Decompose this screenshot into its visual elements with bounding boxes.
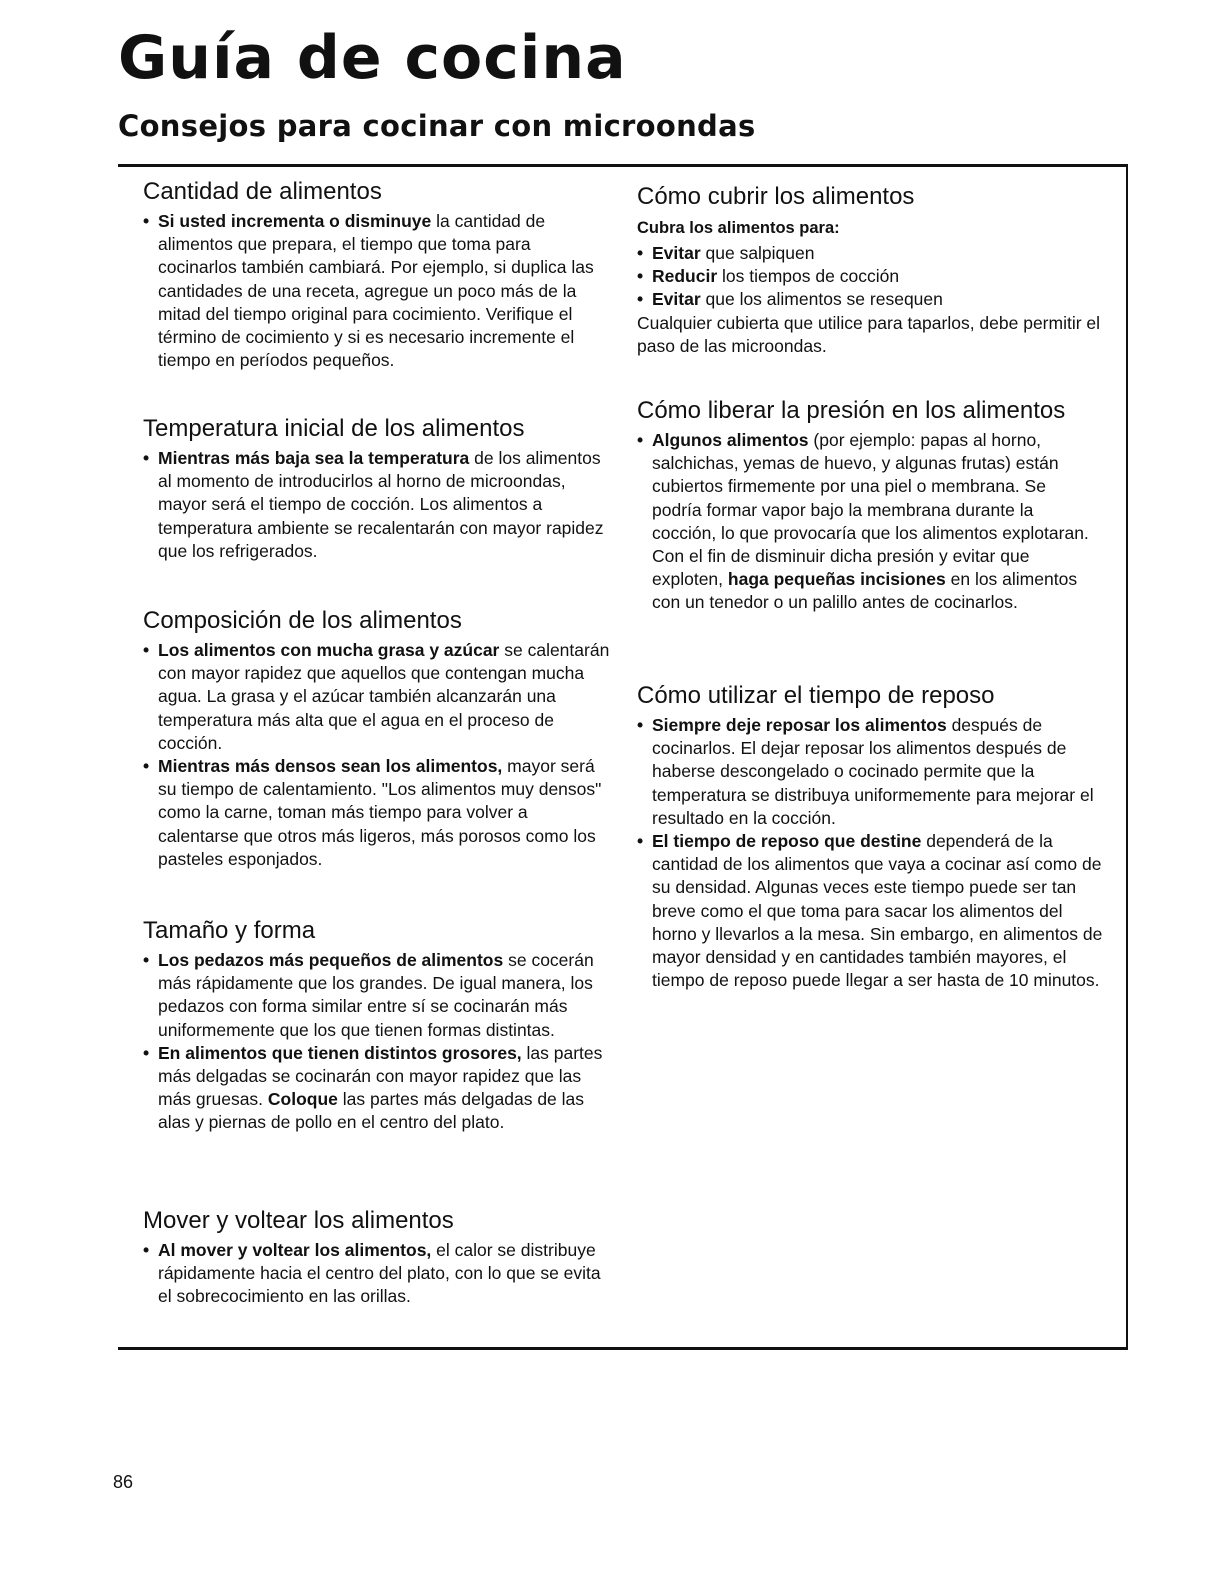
bullet-item: • Los pedazos más pequeños de alimentos se cocerán más rápidamente que los grandes. De igual manera, los pedazos con forma similar entre sí se cocinarán más uniformemente que los que tienen formas distintas.	[143, 949, 613, 1042]
bullet-item: • Reducir los tiempos de cocción	[637, 265, 1107, 288]
bullet-item: • Algunos alimentos (por ejemplo: papas al horno, salchichas, yemas de huevo, y algunas frutas) están cubiertos firmemente por una piel o membrana. Se podría formar vapor bajo la membrana durante la cocción, lo que provocaría que los alimentos explotaran. Con el fin de disminuir dicha presión y evitar que exploten, haga pequeñas incisiones en los alimentos con un tenedor o un palillo antes de cocinarlos.	[637, 429, 1092, 615]
section-presion	[637, 399, 1092, 615]
bullet-item: • Evitar que salpiquen	[637, 242, 1107, 265]
section-tamano	[143, 919, 613, 1135]
section-cantidad	[143, 180, 613, 372]
page-number: 86	[113, 1472, 134, 1492]
section-heading: Cómo cubrir los alimentos	[637, 183, 915, 210]
bullet-item: • Mientras más densos sean los alimentos, mayor será su tiempo de calentamiento. "Los alimentos muy densos" como la carne, toman más tiempo para volver a calentarse que otros más ligeros, más porosos como los pasteles esponjados.	[143, 755, 613, 871]
section-heading: Cantidad de alimentos	[143, 178, 382, 205]
bullet-item: • En alimentos que tienen distintos grosores, las partes más delgadas se cocinarán con mayor rapidez que las más gruesas. Coloque las partes más delgadas de las alas y piernas de pollo en el centro del plato.	[143, 1042, 613, 1135]
section-temperatura	[143, 417, 613, 563]
section-mover	[143, 1209, 613, 1309]
body-text: Cualquier cubierta que utilice para taparlos, debe permitir el paso de las microondas.	[637, 312, 1101, 356]
section-cubrir	[637, 185, 1107, 358]
section-reposo	[637, 684, 1107, 992]
bullet-item: • Al mover y voltear los alimentos, el calor se distribuye rápidamente hacia el centro del plato, con lo que se evita el sobrecocimiento en las orillas.	[143, 1239, 613, 1309]
bullet-item: • Mientras más baja sea la temperatura de los alimentos al momento de introducirlos al horno de microondas, mayor será el tiempo de cocción. Los alimentos a temperatura ambiente se recalentarán con mayor rapidez que los refrigerados.	[143, 447, 613, 563]
section-heading: Cómo liberar la presión en los alimentos	[637, 397, 1066, 424]
section-heading: Temperatura inicial de los alimentos	[143, 415, 525, 442]
page-title: Guía de cocina	[118, 23, 627, 93]
intro-text: Cubra los alimentos para:	[637, 219, 840, 237]
page-subtitle: Consejos para cocinar con microondas	[118, 109, 756, 143]
section-composicion	[143, 609, 613, 871]
bullet-item: • Los alimentos con mucha grasa y azúcar se calentarán con mayor rapidez que aquellos que contengan mucha agua. La grasa y el azúcar también alcanzarán una temperatura más alta que el agua en el proceso de cocción.	[143, 639, 613, 755]
bullet-item: • Siempre deje reposar los alimentos después de cocinarlos. El dejar reposar los alimentos después de haberse descongelado o cocinado permite que la temperatura se distribuya uniformemente para mejorar el resultado en la cocción.	[637, 714, 1107, 830]
section-heading: Tamaño y forma	[143, 917, 316, 944]
bullet-item: • Evitar que los alimentos se resequen	[637, 288, 1107, 311]
section-heading: Cómo utilizar el tiempo de reposo	[637, 682, 995, 709]
bullet-item: • Si usted incrementa o disminuye la cantidad de alimentos que prepara, el tiempo que toma para cocinarlos también cambiará. Por ejemplo, si duplica las cantidades de una receta, agregue un poco más de la mitad del tiempo original para cocimiento. Verifique el término de cocimiento y si es necesario incremente el tiempo en períodos pequeños.	[143, 210, 613, 372]
section-heading: Mover y voltear los alimentos	[143, 1207, 454, 1234]
section-heading: Composición de los alimentos	[143, 607, 462, 634]
bullet-item: • El tiempo de reposo que destine dependerá de la cantidad de los alimentos que vaya a cocinar así como de su densidad. Algunas veces este tiempo puede ser tan breve como el que toma para sacar los alimentos del horno y llevarlos a la mesa. Sin embargo, en alimentos de mayor densidad y en cantidades también mayores, el tiempo de reposo puede llegar a ser hasta de 10 minutos.	[637, 830, 1107, 992]
